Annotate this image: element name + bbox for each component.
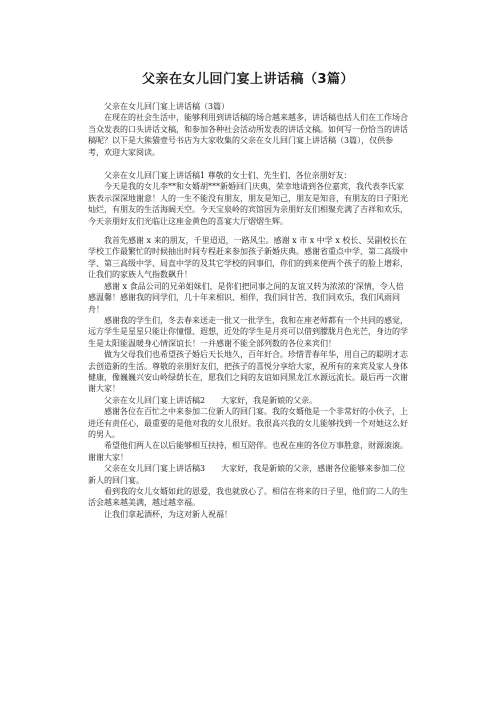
speech-1-paragraph: 感谢我的学生们，冬去春来送走一批又一批学生，我和在座老师都有一个共同的感觉，远方学生是星星只能让你憧憬、遐想，近处的学生是月亮可以借到朦胧月色光芒，身边的学生是太阳能温暖身心情深谊长！一并感谢不能全部列数的各位来宾们！: [88, 315, 408, 348]
speech-2-paragraph: 希望他们两人在以后能够相互扶持，相互陪伴。也祝在座的各位万事胜意，财源滚滚。谢谢大家！: [88, 441, 408, 462]
intro-paragraph: 在现在的社会生活中，能够利用到讲话稿的场合越来越多，讲话稿也括人们在工作场合当众发表的口头讲话文稿，和参加各种社会活动所发表的讲话文稿。如何写一份恰当的讲话稿呢？以下是大熊猫壹号书店为大家收集的父亲在女儿回门宴上讲话稿（3篇），仅供参考，欢迎大家阅读。: [88, 113, 408, 157]
document-body: [88, 101, 408, 520]
document-title: 父亲在女儿回门宴上讲话稿（3篇）: [141, 72, 355, 87]
speech-3-paragraph: 看到我的女儿女婿如此的恩爱，我也就放心了。相信在将来的日子里，他们的二人的生活会越来越美满，越过越幸福。: [88, 487, 408, 508]
speech-2-heading: 父亲在女儿回门宴上讲话稿2 大家好，我是新娘的父亲。: [104, 395, 318, 405]
speech-3-heading: 父亲在女儿回门宴上讲话稿3 大家好，我是新娘的父亲，感谢各位能够来参加二位新人的回门宴。: [88, 464, 406, 485]
speech-1-paragraph: 做为父母我们也希望孩子婚后天长地久，百年好合。珍惜青春年华，用自己的聪明才志去创造新的生活。尊敬的亲朋好友们，把孩子的喜悦分享给大家，祝所有的来宾及家人身体健康，像巍巍兴安山岭绿荫长在，愿我们之间的友谊如同黑龙江水源远流长。最后再一次谢谢大家！: [88, 350, 408, 394]
subtitle-paragraph: 父亲在女儿回门宴上讲话稿（3篇）: [104, 102, 230, 111]
speech-1-paragraph: 今天是我的女儿李**和女婿胡***新婚回门庆典，荣幸地请到各位嘉宾，我代表李氏家族表示深深地谢意！人的一生不能没有朋友，朋友是知己，朋友是知音，有朋友的日子阳光灿烂，有朋友的生活海阔天空。今天宝泉岭的宾馆因为亲朋好友们相聚充满了吉祥和欢乐，今天亲朋好友们光临让这座金黄色的喜宴大厅熠熠生辉。: [88, 182, 408, 226]
speech-1-paragraph: 我首先感谢 x 来的朋友，千里迢迢，一路风尘。感谢 x 市 x 中学 x 校长、吴副校长在学校工作最繁忙的时候抽出时间专程赶来参加孩子新婚庆典。感谢省重点中学、第二高级中学、第三高级中学、局直中学的及其它学校的同事们，你们的到来使两个孩子的脸上增彩，让我们的家族人气指数飙升！: [88, 236, 408, 280]
speech-1-heading: 父亲在女儿回门宴上讲话稿1 尊敬的女士们、先生们、各位亲朋好友：: [104, 171, 352, 181]
speech-2-paragraph: 感谢各位在百忙之中来参加二位新人的回门宴。我的女婿他是一个非常好的小伙子，上进还有责任心，最重要的是他对我的女儿很好。我很高兴我的女儿能够找到一个对她这么好的男人。: [88, 407, 408, 439]
speech-1-paragraph: 感谢 x 食品公司的兄弟姐妹们，是你们把同事之间的友谊又转为浓浓的'深情，令人倍感温馨！感谢我的同学们，几十年来相识、相伴，我们同甘苦、我们同欢乐，我们风雨同舟！: [88, 281, 404, 314]
speech-3-paragraph: 让我们拿起酒杯，为这对新人祝福！: [104, 509, 232, 519]
